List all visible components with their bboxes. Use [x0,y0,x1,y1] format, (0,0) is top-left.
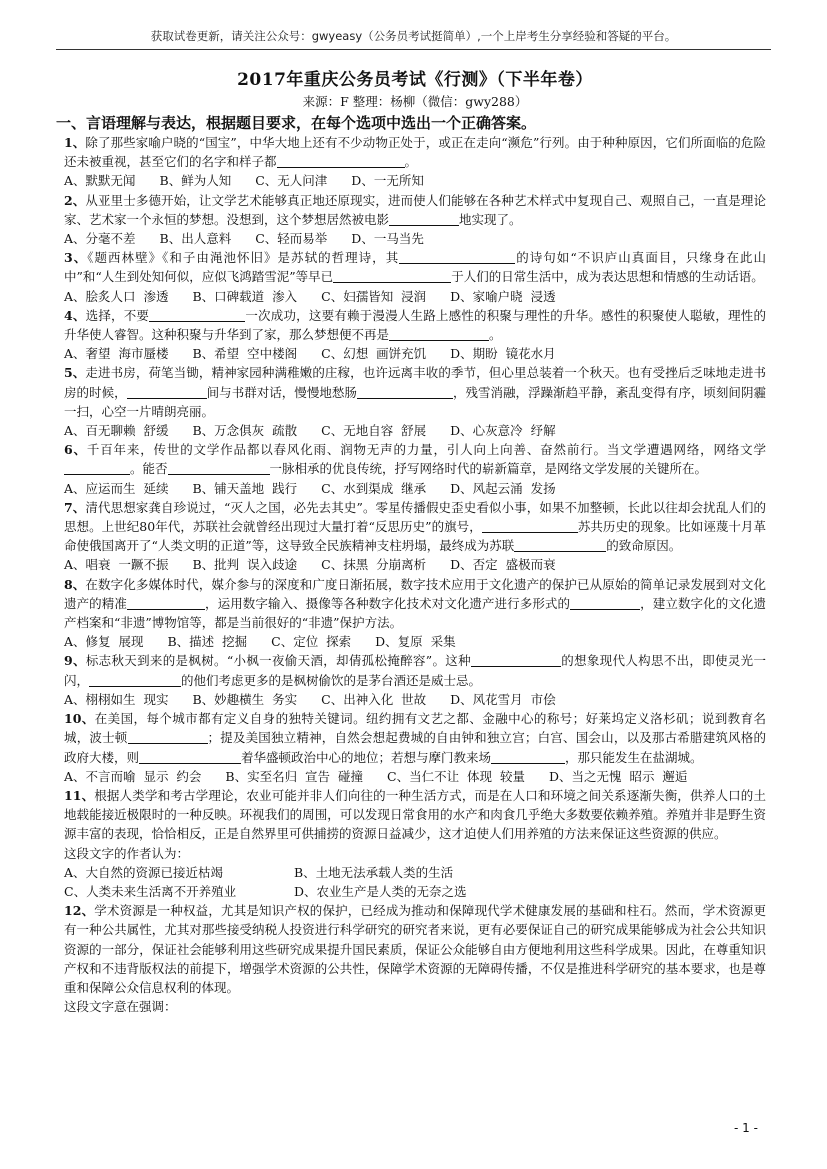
question-1-options [64,171,766,190]
answer-blank [357,384,453,399]
option-c[interactable]: C、无人问津 [255,173,328,189]
option-a[interactable]: A、分毫不差 [64,231,136,247]
option-d[interactable]: D、家喻户晓 浸透 [450,288,556,304]
option-b[interactable]: B、万念俱灰 疏散 [192,423,298,439]
option-a[interactable]: A、百无聊赖 舒缓 [64,423,169,439]
answer-blank [128,729,208,744]
question-5-text [64,363,766,421]
question-text-segment: 选择，不要 [85,307,150,323]
question-number: 10、 [64,711,95,727]
question-text-segment: 千百年来，传世的文学作品都以春风化雨、润物无声的力量，引人向上向善、奋然前行。当文学遭遇网络，网络文学 [86,442,766,458]
question-4-options [64,344,766,363]
option-c[interactable]: C、轻而易举 [255,231,328,247]
section-heading: 一、言语理解与表达，根据题目要求，在每个选项中选出一个正确答案。 [56,114,537,132]
question-10-text [64,709,766,767]
option-d[interactable]: D、当之无愧 昭示 邂逅 [548,768,688,784]
question-number: 8、 [64,576,86,592]
answer-blank [139,749,241,764]
answer-blank [570,595,640,610]
question-4-text [64,306,766,344]
option-c[interactable]: C、出神入化 世故 [321,691,427,707]
question-2-options [64,229,766,248]
question-8-options [64,632,766,651]
option-d[interactable]: D、否定 盛极而衰 [450,557,556,573]
question-number: 9、 [64,653,86,669]
answer-blank [127,384,207,399]
answer-blank [471,652,561,667]
option-d[interactable]: D、一马当先 [351,231,424,247]
question-text-segment: 的想象现代人构思不出，即使灵光一闪， [64,653,766,688]
option-c[interactable]: C、水到渠成 继承 [321,480,427,496]
option-b[interactable]: B、实至名归 宣告 碰撞 [225,768,364,784]
answer-blank [89,672,181,687]
question-11-options [64,863,766,882]
question-text-segment: ，那只能发生在盐湖城。 [565,749,703,765]
question-number: 2、 [64,192,86,208]
question-7-options [64,555,766,574]
header-rule [56,49,771,50]
question-text-segment: 。能否 [130,461,168,477]
question-text-segment: 的致命原因。 [606,538,682,554]
source-line: 来源：F 整理：杨柳（微信：gwy288） [302,94,528,109]
question-text-segment: 清代思想家龚自珍说过，“灭人之国，必先去其史”。零星传播假史歪史看似小事，如果不加整顿，长此以往却会扰乱人们的思想。上世纪80年代，苏联社会就曾经出现过大量打着“反思历史”的旗号， [64,499,766,535]
option-a[interactable]: A、脍炙人口 渗透 [64,288,169,304]
option-b[interactable]: B、鲜为人知 [159,173,232,189]
answer-blank [514,537,606,552]
answer-blank [482,518,578,533]
option-a[interactable]: A、修复 展现 [64,634,144,650]
option-b[interactable]: B、口碑载道 渗入 [192,288,298,304]
question-3-text [64,248,766,286]
question-number: 6、 [64,442,87,458]
question-number: 7、 [64,499,86,515]
page-number: - 1 - [734,1121,758,1135]
question-12-stem: 这段文字意在强调： [64,999,177,1015]
question-6-text [64,440,766,478]
question-text-segment: ，运用数字输入、摄像等各种数字化技术对文化遗产进行多形式的 [204,595,571,611]
question-6-options [64,479,766,498]
question-number: 5、 [64,365,86,381]
answer-blank [389,326,489,341]
question-9-options [64,690,766,709]
question-text-segment: 一次成功，这要有赖于漫漫人生路上感性的积聚与理性的升华。感性的积聚使人聪敏，理性的升华使人睿智。这种积聚与升华到了家，那么梦想便不再是 [64,307,766,343]
answer-blank [491,749,565,764]
question-text-segment: 着华盛顿政治中心的地位；若想与摩门教来场 [241,749,492,765]
option-b[interactable]: B、描述 挖掘 [167,634,248,650]
option-b[interactable]: B、铺天盖地 践行 [192,480,298,496]
question-5-options [64,421,766,440]
option-b[interactable]: B、妙趣横生 务实 [192,691,298,707]
option-c[interactable]: C、定位 探索 [271,634,352,650]
question-11-stem: 这段文字的作者认为： [64,845,190,861]
question-text-segment: 的他们考虑更多的是枫树偷饮的是茅台酒还是威士忌。 [181,672,482,688]
question-number: 11、 [64,787,95,803]
question-8-text [64,575,766,633]
answer-blank [277,153,405,168]
option-a[interactable]: A、大自然的资源已接近枯竭 [64,864,224,880]
question-list [64,133,766,1016]
question-11-text [64,786,766,844]
option-d[interactable]: D、心灰意冷 纾解 [450,423,556,439]
answer-blank [127,595,205,610]
question-number: 3、 [64,250,88,266]
option-c[interactable]: C、妇孺皆知 浸润 [321,288,427,304]
question-text-segment: 在美国，每个城市都有定义自身的独特关键词。纽约拥有文艺之都、金融中心的称号；好莱坞定义洛杉矶；说到教育名城，波士顿 [64,711,766,746]
option-a[interactable]: A、唱衰 一蹶不振 [64,557,169,573]
option-b[interactable]: B、土地无法承载人类的生活 [294,864,454,880]
document-page [56,60,766,1016]
answer-blank [64,460,130,475]
option-c[interactable]: C、抹黑 分崩离析 [321,557,427,573]
question-7-text [64,498,766,556]
option-a[interactable]: A、栩栩如生 现实 [64,691,169,707]
question-2-text [64,191,766,229]
question-text-segment: 除了那些家喻户晓的“国宝”，中华大地上还有不少动物正处于，或正在走向“濒危”行列。由于种种原因，它们所面临的危险还未被重视，甚至它们的名字和样子都 [64,135,766,170]
question-text-segment: 。 [489,327,502,343]
answer-blank [333,268,451,283]
answer-blank [399,249,515,264]
question-12-text [64,901,766,997]
question-text-segment: ，残雪消融，浮躁渐趋平静，紊乱变得有序，顷刻间阴霾一扫，心空一片晴朗亮丽。 [64,384,766,419]
option-c[interactable]: C、人类未来生活离不开养殖业 [64,883,237,899]
option-b[interactable]: B、出人意料 [159,231,232,247]
question-text-segment: ；提及美国独立精神，自然会想起费城的自由钟和独立宫；白宫、国会山，以及那古希腊建筑风格的政府大楼，则 [64,730,766,765]
question-text-segment: 间与书群对话，慢慢地愁肠 [206,384,357,400]
question-text-segment: 学术资源是一种权益，尤其是知识产权的保护，已经成为推动和保障现代学术健康发展的基础和柱石。然而，学术资源更有一种公共属性，尤其对那些接受纳税人投资进行科学研究的研究者来说，更有必要保证自己的研究成果能够成为社会公共知识资源的一部分，保证社会能够利用这些研究成果提升国民素质，保证公众能够自由方便地利用这些科学成果。因此，在尊重知识产权和不违背版权法的前提下，增强学术资源的公共性，保障学术资源的无障碍传播，不仅是推进科学研究的基本要求，也是尊重和保障公众信息权利的体现。 [64,903,766,995]
option-d[interactable]: D、复原 采集 [375,634,456,650]
answer-blank [149,307,245,322]
question-text-segment: 一脉相承的优良传统，抒写网络时代的崭新篇章，是网络文学发展的关键所在。 [269,461,708,477]
option-c[interactable]: C、当仁不让 体现 较量 [387,768,525,784]
option-b[interactable]: B、希望 空中楼阁 [192,346,298,362]
option-d[interactable]: D、风花雪月 市侩 [450,691,556,707]
option-a[interactable]: A、不言而喻 显示 约会 [64,768,202,784]
option-d[interactable]: D、风起云涌 发扬 [450,480,556,496]
question-1-text [64,133,766,171]
question-text-segment: 于人们的日常生活中，成为表达思想和情感的生动话语。 [451,269,764,285]
question-text-segment: 地实现了。 [459,211,522,227]
question-number: 1、 [64,135,86,150]
answer-blank [168,460,270,475]
question-9-text [64,651,766,689]
option-d[interactable]: D、一无所知 [351,173,424,189]
header-note: 获取试卷更新，请关注公众号：gwyeasy（公务员考试挺简单）,一个上岸考生分享经验和答疑的平台。 [150,29,677,43]
question-10-options [64,767,766,786]
option-d[interactable]: D、农业生产是人类的无奈之选 [294,883,467,899]
option-b[interactable]: B、批判 误入歧途 [192,557,298,573]
option-d[interactable]: D、期盼 镜花水月 [450,346,556,362]
page-title: 2017年重庆公务员考试《行测》（下半年卷） [237,70,593,90]
question-text-segment: 苏共历史的现象。比如诬蔑十月革命使俄国离开了“人类文明的正道”等，这导致全民族精神支柱坍塌，最终成为苏联 [64,519,766,554]
question-text-segment: 从亚里士多德开始，让文学艺术能够真正地还原现实，进而使人们能够在各种艺术样式中复现自己、观照自己，一直是理论家、艺术家一个永恒的梦想。没想到，这个梦想居然被电影 [64,192,766,227]
option-a[interactable]: A、应运而生 延续 [64,480,169,496]
question-text-segment: 《题西林壁》《和子由渑池怀旧》是苏轼的哲理诗，其 [87,250,400,266]
question-text-segment: 走进书房，荷笔当锄，精神家园种满稚嫩的庄稼，也许远离丰收的季节，但心里总装着一个秋天。也有受挫后乏味地走进书房的时候， [64,365,766,400]
option-a[interactable]: A、奢望 海市蜃楼 [64,346,169,362]
question-number: 4、 [64,307,86,323]
question-text-segment: 在数字化多媒体时代，媒介参与的深度和广度日渐拓展，数字技术应用于文化遗产的保护已从原始的简单记录发展到对文化遗产的精准 [64,576,766,611]
question-3-options [64,287,766,306]
option-a[interactable]: A、默默无闻 [64,173,136,189]
option-c[interactable]: C、幻想 画饼充饥 [321,346,427,362]
question-11-options [64,882,766,901]
question-text-segment: 。 [404,154,418,170]
question-text-segment: 的诗句如“不识庐山真面目，只缘身在此山中”和“人生到处知何似，应似飞鸿踏雪泥”等早已 [64,250,766,285]
answer-blank [389,211,459,226]
question-text-segment: 标志秋天到来的是枫树。“小枫一夜偷天酒，却倩孤松掩醉容”。这种 [85,653,471,669]
option-c[interactable]: C、无地自容 舒展 [321,423,427,439]
question-text-segment: ，建立数字化的文化遗产档案和“非遗”博物馆等，都是当前很好的“非遗”保护方法。 [64,595,766,631]
question-text-segment: 根据人类学和考古学理论，农业可能并非人们向往的一种生活方式，而是在人口和环境之间关系逐渐失衡，供养人口的土地载能接近极限时的一种反映。环视我们的周围，可以发现日常食用的水产和肉食几乎绝大多数要依赖养殖。养殖并非是野生资源丰富的表现，恰恰相反，正是自然界里可供捕捞的资源日益减少，这才迫使人们用养殖的方法来保证这些资源的供应。 [64,787,766,842]
question-number: 12、 [64,903,95,919]
